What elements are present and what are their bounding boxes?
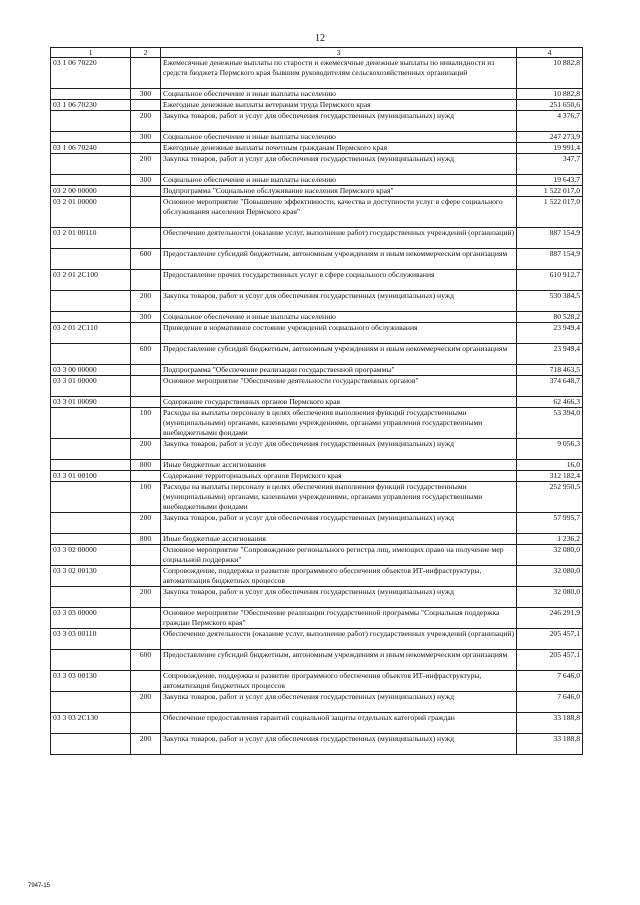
row-name-cell: Иные бюджетные ассигнования xyxy=(161,534,517,545)
row-name-cell: Ежегодные денежные выплаты почетным гражданам Пермского края xyxy=(161,143,517,154)
table-row xyxy=(51,734,583,755)
row-amount-cell: 205 457,1 xyxy=(517,629,583,650)
table-row xyxy=(51,713,583,734)
row-code-cell: 03 3 03 00000 xyxy=(51,608,131,629)
row-expense-type-cell: 200 xyxy=(131,154,161,175)
row-amount-cell: 530 384,5 xyxy=(517,291,583,312)
row-expense-type-cell xyxy=(131,608,161,629)
table-header-row xyxy=(51,48,583,58)
row-name-cell: Основное мероприятие "Сопровождение регионального регистра лиц, имеющих право на получение мер социальной поддержки" xyxy=(161,545,517,566)
row-expense-type-cell xyxy=(131,228,161,249)
table-row xyxy=(51,186,583,197)
table-row xyxy=(51,545,583,566)
table-row xyxy=(51,376,583,397)
row-code-cell: 03 3 01 00000 xyxy=(51,376,131,397)
row-expense-type-cell: 100 xyxy=(131,408,161,439)
table-row xyxy=(51,143,583,154)
row-code-cell xyxy=(51,692,131,713)
row-code-cell: 03 3 02 00130 xyxy=(51,566,131,587)
row-name-cell: Закупка товаров, работ и услуг для обеспечения государственных (муниципальных) нужд xyxy=(161,513,517,534)
row-name-cell: Подпрограмма "Социальное обслуживание населения Пермского края" xyxy=(161,186,517,197)
row-code-cell xyxy=(51,291,131,312)
row-code-cell: 03 3 01 00090 xyxy=(51,397,131,408)
row-expense-type-cell: 300 xyxy=(131,132,161,143)
table-body xyxy=(51,58,583,755)
row-amount-cell: 374 648,7 xyxy=(517,376,583,397)
row-code-cell: 03 2 01 2С110 xyxy=(51,323,131,344)
row-amount-cell: 33 188,8 xyxy=(517,734,583,755)
row-amount-cell: 1 522 017,0 xyxy=(517,186,583,197)
column-header-code: 1 xyxy=(51,48,131,58)
row-name-cell: Закупка товаров, работ и услуг для обеспечения государственных (муниципальных) нужд xyxy=(161,111,517,132)
row-amount-cell: 246 291,9 xyxy=(517,608,583,629)
column-header-name: 3 xyxy=(161,48,517,58)
row-expense-type-cell xyxy=(131,629,161,650)
row-code-cell: 03 3 00 00000 xyxy=(51,365,131,376)
row-name-cell: Ежегодные денежные выплаты ветеранам труда Пермского края xyxy=(161,100,517,111)
table-row xyxy=(51,270,583,291)
row-code-cell: 03 2 01 00110 xyxy=(51,228,131,249)
table-row xyxy=(51,58,583,89)
row-expense-type-cell: 300 xyxy=(131,175,161,186)
row-amount-cell: 887 154,9 xyxy=(517,228,583,249)
row-amount-cell: 4 376,7 xyxy=(517,111,583,132)
row-expense-type-cell xyxy=(131,100,161,111)
table-row xyxy=(51,566,583,587)
row-name-cell: Основное мероприятие "Обеспечение реализации государственной программы "Социальная поддержка граждан Пермского края" xyxy=(161,608,517,629)
row-name-cell: Содержание государственных органов Пермского края xyxy=(161,397,517,408)
row-name-cell: Закупка товаров, работ и услуг для обеспечения государственных (муниципальных) нужд xyxy=(161,154,517,175)
row-name-cell: Закупка товаров, работ и услуг для обеспечения государственных (муниципальных) нужд xyxy=(161,439,517,460)
row-amount-cell: 23 949,4 xyxy=(517,323,583,344)
table-row xyxy=(51,692,583,713)
table-row xyxy=(51,460,583,471)
row-name-cell: Закупка товаров, работ и услуг для обеспечения государственных (муниципальных) нужд xyxy=(161,734,517,755)
budget-table xyxy=(50,47,583,755)
row-expense-type-cell: 200 xyxy=(131,111,161,132)
row-expense-type-cell xyxy=(131,376,161,397)
row-name-cell: Обеспечение деятельности (оказание услуг, выполнение работ) государственных учреждений (организаций) xyxy=(161,228,517,249)
row-amount-cell: 7 646,0 xyxy=(517,671,583,692)
row-code-cell xyxy=(51,89,131,100)
table-row xyxy=(51,89,583,100)
table-row xyxy=(51,629,583,650)
row-name-cell: Социальное обеспечение и иные выплаты населению xyxy=(161,312,517,323)
row-name-cell: Закупка товаров, работ и услуг для обеспечения государственных (муниципальных) нужд xyxy=(161,291,517,312)
row-expense-type-cell xyxy=(131,397,161,408)
row-amount-cell: 23 949,4 xyxy=(517,344,583,365)
row-code-cell: 03 3 03 00110 xyxy=(51,629,131,650)
table-row xyxy=(51,228,583,249)
row-expense-type-cell: 600 xyxy=(131,650,161,671)
row-code-cell xyxy=(51,513,131,534)
row-expense-type-cell: 600 xyxy=(131,344,161,365)
row-code-cell xyxy=(51,408,131,439)
row-code-cell xyxy=(51,439,131,460)
row-expense-type-cell: 800 xyxy=(131,460,161,471)
row-name-cell: Социальное обеспечение и иные выплаты населению xyxy=(161,175,517,186)
table-row xyxy=(51,408,583,439)
table-row xyxy=(51,249,583,270)
row-expense-type-cell: 600 xyxy=(131,249,161,270)
row-expense-type-cell: 100 xyxy=(131,482,161,513)
row-amount-cell: 62 466,3 xyxy=(517,397,583,408)
row-name-cell: Подпрограмма "Обеспечение реализации государственной программы" xyxy=(161,365,517,376)
row-expense-type-cell: 300 xyxy=(131,312,161,323)
row-expense-type-cell: 200 xyxy=(131,291,161,312)
row-amount-cell: 251 650,6 xyxy=(517,100,583,111)
row-name-cell: Социальное обеспечение и иные выплаты населению xyxy=(161,89,517,100)
table-row xyxy=(51,344,583,365)
row-name-cell: Содержание территориальных органов Пермского края xyxy=(161,471,517,482)
row-expense-type-cell: 200 xyxy=(131,439,161,460)
row-name-cell: Закупка товаров, работ и услуг для обеспечения государственных (муниципальных) нужд xyxy=(161,692,517,713)
row-name-cell: Иные бюджетные ассигнования xyxy=(161,460,517,471)
row-amount-cell: 1 522 017,0 xyxy=(517,197,583,228)
row-expense-type-cell: 800 xyxy=(131,534,161,545)
row-expense-type-cell xyxy=(131,186,161,197)
row-amount-cell: 312 182,4 xyxy=(517,471,583,482)
row-amount-cell: 16,0 xyxy=(517,460,583,471)
row-code-cell: 03 3 03 00130 xyxy=(51,671,131,692)
row-amount-cell: 32 080,0 xyxy=(517,587,583,608)
table-row xyxy=(51,291,583,312)
row-amount-cell: 252 950,5 xyxy=(517,482,583,513)
row-code-cell: 03 3 03 2С130 xyxy=(51,713,131,734)
row-name-cell: Обеспечение предоставления гарантий социальной защиты отдельных категорий граждан xyxy=(161,713,517,734)
page-number: 12 xyxy=(315,33,325,44)
row-expense-type-cell xyxy=(131,143,161,154)
table-row xyxy=(51,111,583,132)
row-expense-type-cell xyxy=(131,323,161,344)
row-expense-type-cell: 200 xyxy=(131,513,161,534)
row-code-cell xyxy=(51,482,131,513)
table-row xyxy=(51,482,583,513)
row-amount-cell: 610 912,7 xyxy=(517,270,583,291)
row-code-cell xyxy=(51,312,131,323)
table-row xyxy=(51,587,583,608)
table-row xyxy=(51,397,583,408)
table-row xyxy=(51,197,583,228)
row-name-cell: Приведение в нормативное состояние учреждений социального обслуживания xyxy=(161,323,517,344)
row-name-cell: Расходы на выплаты персоналу в целях обеспечения выполнения функций государственными (муниципальными) органами, казенными учреждениями, органами управления государственными внебюджетными фондами xyxy=(161,482,517,513)
table-row xyxy=(51,439,583,460)
row-code-cell xyxy=(51,734,131,755)
row-name-cell: Расходы на выплаты персоналу в целях обеспечения выполнения функций государственными (муниципальными) органами, казенными учреждениями, органами управления государственными внебюджетными фондами xyxy=(161,408,517,439)
row-amount-cell: 9 056,3 xyxy=(517,439,583,460)
row-amount-cell: 57 995,7 xyxy=(517,513,583,534)
row-amount-cell: 33 188,8 xyxy=(517,713,583,734)
row-amount-cell: 718 463,5 xyxy=(517,365,583,376)
row-amount-cell: 247 273,9 xyxy=(517,132,583,143)
row-amount-cell: 7 646,0 xyxy=(517,692,583,713)
table-row xyxy=(51,608,583,629)
row-amount-cell: 205 457,1 xyxy=(517,650,583,671)
row-expense-type-cell xyxy=(131,197,161,228)
table-row xyxy=(51,132,583,143)
table-row xyxy=(51,100,583,111)
row-name-cell: Сопровождение, поддержка и развитие программного обеспечения объектов ИТ-инфраструктуры, автоматизация бюджетных процессов xyxy=(161,671,517,692)
table-row xyxy=(51,365,583,376)
row-name-cell: Социальное обеспечение и иные выплаты населению xyxy=(161,132,517,143)
row-name-cell: Сопровождение, поддержка и развитие программного обеспечения объектов ИТ-инфраструктуры, автоматизация бюджетных процессов xyxy=(161,566,517,587)
table-row xyxy=(51,513,583,534)
row-expense-type-cell xyxy=(131,671,161,692)
row-expense-type-cell: 300 xyxy=(131,89,161,100)
row-expense-type-cell xyxy=(131,471,161,482)
row-code-cell: 03 2 01 2С100 xyxy=(51,270,131,291)
row-code-cell xyxy=(51,111,131,132)
document-footer-code: 7947-15 xyxy=(28,883,51,889)
table-row xyxy=(51,323,583,344)
table-row xyxy=(51,534,583,545)
row-name-cell: Обеспечение деятельности (оказание услуг, выполнение работ) государственных учреждений (организаций) xyxy=(161,629,517,650)
row-amount-cell: 32 080,0 xyxy=(517,545,583,566)
row-code-cell xyxy=(51,132,131,143)
column-header-amount: 4 xyxy=(517,48,583,58)
row-code-cell: 03 1 06 70220 xyxy=(51,58,131,89)
row-code-cell: 03 3 01 00100 xyxy=(51,471,131,482)
column-header-type: 2 xyxy=(131,48,161,58)
row-expense-type-cell: 200 xyxy=(131,692,161,713)
table-row xyxy=(51,650,583,671)
row-name-cell: Предоставление субсидий бюджетным, автономным учреждениям и иным некоммерческим организациям xyxy=(161,249,517,270)
row-code-cell: 03 2 00 00000 xyxy=(51,186,131,197)
row-name-cell: Предоставление субсидий бюджетным, автономным учреждениям и иным некоммерческим организациям xyxy=(161,650,517,671)
table-row xyxy=(51,312,583,323)
row-amount-cell: 53 394,0 xyxy=(517,408,583,439)
row-amount-cell: 887 154,9 xyxy=(517,249,583,270)
row-expense-type-cell xyxy=(131,566,161,587)
row-name-cell: Ежемесячные денежные выплаты по старости и ежемесячные денежные выплаты по инвалидности из средств бюджета Пермского края бывшим руководителям сельскохозяйственных организаций xyxy=(161,58,517,89)
row-name-cell: Предоставление прочих государственных услуг в сфере социального обслуживания xyxy=(161,270,517,291)
row-code-cell xyxy=(51,175,131,186)
row-expense-type-cell xyxy=(131,545,161,566)
row-amount-cell: 10 882,8 xyxy=(517,58,583,89)
row-amount-cell: 80 528,2 xyxy=(517,312,583,323)
row-amount-cell: 19 991,4 xyxy=(517,143,583,154)
table-row xyxy=(51,175,583,186)
row-expense-type-cell xyxy=(131,270,161,291)
row-code-cell: 03 3 02 00000 xyxy=(51,545,131,566)
row-code-cell: 03 1 06 70240 xyxy=(51,143,131,154)
row-expense-type-cell xyxy=(131,713,161,734)
row-code-cell: 03 1 06 70230 xyxy=(51,100,131,111)
row-name-cell: Закупка товаров, работ и услуг для обеспечения государственных (муниципальных) нужд xyxy=(161,587,517,608)
row-expense-type-cell: 200 xyxy=(131,587,161,608)
row-expense-type-cell: 200 xyxy=(131,734,161,755)
row-expense-type-cell xyxy=(131,58,161,89)
table-row xyxy=(51,671,583,692)
row-code-cell xyxy=(51,460,131,471)
row-amount-cell: 347,7 xyxy=(517,154,583,175)
row-amount-cell: 19 643,7 xyxy=(517,175,583,186)
row-code-cell xyxy=(51,650,131,671)
row-amount-cell: 1 236,2 xyxy=(517,534,583,545)
row-amount-cell: 10 882,8 xyxy=(517,89,583,100)
row-expense-type-cell xyxy=(131,365,161,376)
row-code-cell: 03 2 01 00000 xyxy=(51,197,131,228)
row-code-cell xyxy=(51,154,131,175)
row-name-cell: Основное мероприятие "Обеспечение деятельности государственных органов" xyxy=(161,376,517,397)
table-row xyxy=(51,471,583,482)
row-code-cell xyxy=(51,587,131,608)
row-code-cell xyxy=(51,249,131,270)
row-name-cell: Предоставление субсидий бюджетным, автономным учреждениям и иным некоммерческим организациям xyxy=(161,344,517,365)
row-amount-cell: 32 080,0 xyxy=(517,566,583,587)
table-row xyxy=(51,154,583,175)
row-code-cell xyxy=(51,534,131,545)
row-code-cell xyxy=(51,344,131,365)
row-name-cell: Основное мероприятие "Повышение эффективности, качества и доступности услуг в сфере социального обслуживания населения Пермского края" xyxy=(161,197,517,228)
